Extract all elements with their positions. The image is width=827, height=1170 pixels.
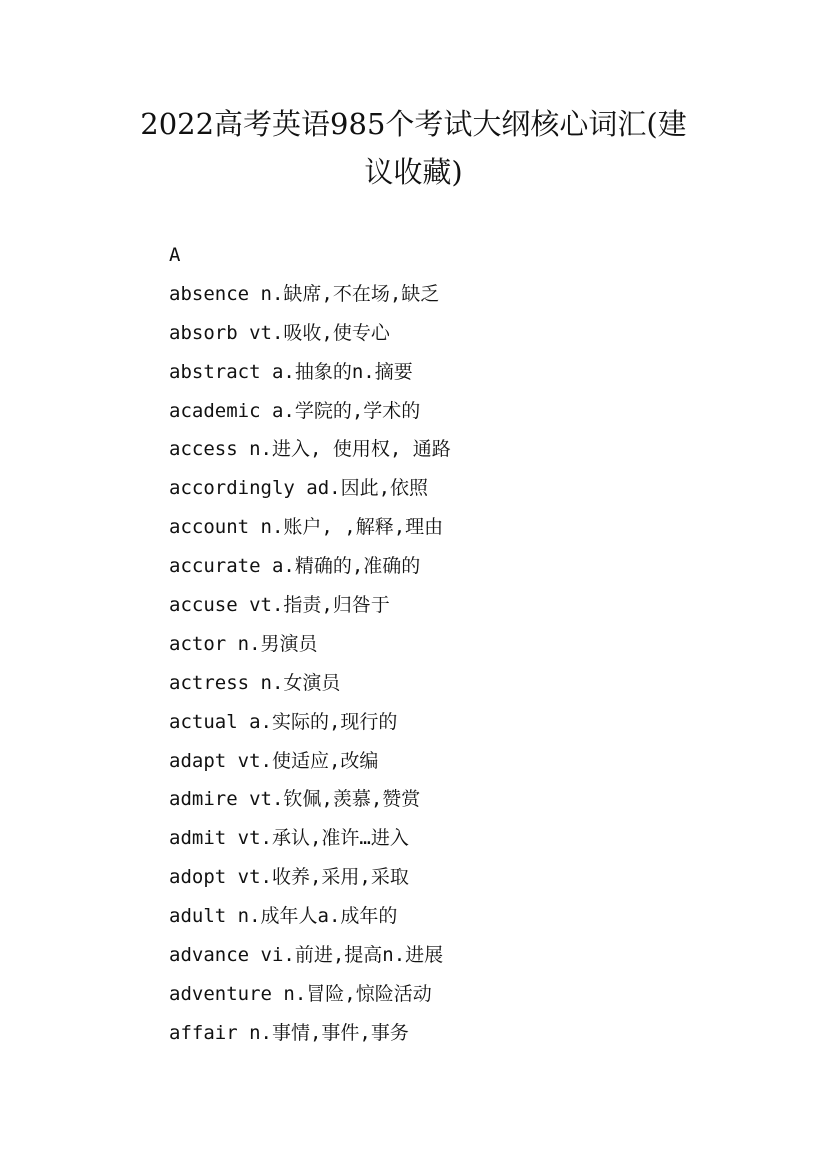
vocab-entry: actual a.实际的,现行的 <box>169 710 398 733</box>
title-line-1: 2022高考英语985个考试大纲核心词汇(建 <box>140 107 687 141</box>
document-title <box>110 100 717 196</box>
vocab-entry: actor n.男演员 <box>169 632 318 655</box>
vocab-entry: adventure n.冒险,惊险活动 <box>169 982 432 1005</box>
vocab-entry: academic a.学院的,学术的 <box>169 399 421 422</box>
vocab-entry: access n.进入, 使用权, 通路 <box>169 438 451 461</box>
vocab-entry: abstract a.抽象的n.摘要 <box>169 360 413 383</box>
vocab-entry: adopt vt.收养,采用,采取 <box>169 866 409 889</box>
section-letter: A <box>169 244 181 266</box>
vocab-entry: admit vt.承认,准许…进入 <box>169 827 409 850</box>
title-line-2: 议收藏) <box>364 155 463 189</box>
vocab-entry: adult n.成年人a.成年的 <box>169 905 398 928</box>
vocab-entry: accordingly ad.因此,依照 <box>169 477 429 500</box>
vocab-entry: actress n.女演员 <box>169 671 341 694</box>
vocab-entry: absence n.缺席,不在场,缺乏 <box>169 282 440 305</box>
vocab-entry: account n.账户, ,解释,理由 <box>169 516 444 539</box>
vocab-entry: absorb vt.吸收,使专心 <box>169 321 390 344</box>
vocab-entry: accuse vt.指责,归咎于 <box>169 594 390 617</box>
vocab-entry: affair n.事情,事件,事务 <box>169 1021 409 1044</box>
vocab-entry: admire vt.钦佩,羡慕,赞赏 <box>169 788 421 811</box>
vocabulary-list <box>169 236 729 1053</box>
vocab-entry: accurate a.精确的,准确的 <box>169 555 421 578</box>
vocab-entry: advance vi.前进,提高n.进展 <box>169 944 444 967</box>
vocab-entry: adapt vt.使适应,改编 <box>169 749 379 772</box>
